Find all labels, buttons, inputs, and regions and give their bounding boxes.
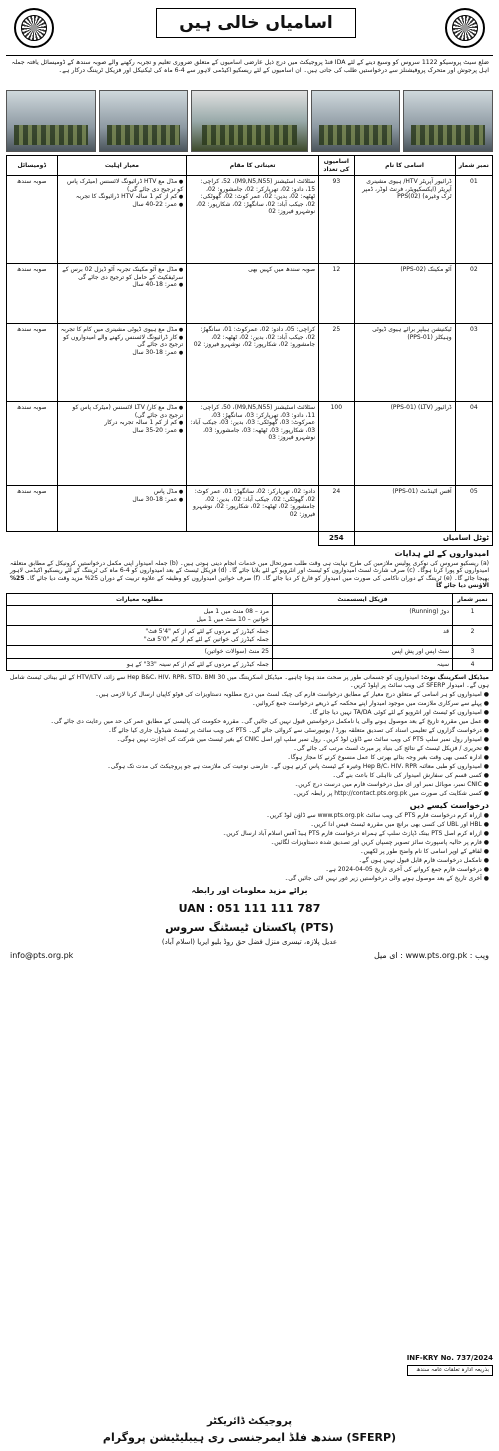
header — [6, 4, 493, 56]
rescue-team-bike-photo — [99, 90, 189, 152]
std-line: مرد – 08 منٹ میں 1 میل — [203, 608, 269, 616]
phys-no: 2 — [453, 626, 493, 646]
post-domicile: صوبہ سندھ — [7, 486, 58, 532]
instructions-body: (a) ریسکیو سروس کی نوکری پولیس ملازمین کی طرح نہایت ہی وقت طلب صورتحال میں خدمات انجام دینی ہوتی ہیں۔ (b) جملہ امیدوار اپنی مکمل درخواستیں کرونیکل کے مطابق متعلقہ امیدواروں کو پورا کرنا ہوگا۔ (c) صرف شارٹ لسٹ امیدواروں کو ٹیسٹ اور انٹرویو کے لئے بلایا جائے گا۔ (d) فزیکل ٹیسٹ کے بعد امیدواروں کو 4-6 ماہ کی ٹریننگ کے لئے ریسکیو اکیڈمی لاہور بھیجا جائے گا۔ (e) ٹریننگ کے دوران ناکامی کی صورت میں امیدوار کو فارغ کر دیا جائے گا۔ (f) صرف خواتین امیدواروں کو وظیفہ کے علاوہ تربیت کے دوران 25% مزید وقت دیا جائے گا۔ — [10, 559, 489, 582]
post-location: کراچی: 05، دادو: 02، عمرکوٹ: 01، سانگھڑ: 02، جیکب آباد: 02، بدین: 02، ٹھٹھہ: 02، جامشورو: 02، شکارپور: 02، نوشہرو فیروز: 02 — [187, 324, 319, 402]
phys-std — [7, 606, 273, 626]
phys-col-no: نمبر شمار — [453, 593, 493, 606]
std-line: جملہ کیڈرز کے مردوں کے لئے کم از کم "4'5 فٹ" — [145, 628, 269, 636]
total-count: 254 — [319, 532, 354, 546]
post-eligibility — [57, 486, 187, 532]
table-row — [7, 402, 493, 486]
table-row — [7, 658, 493, 671]
row-no: 03 — [455, 324, 492, 402]
eligibility-item: ● کم از کم 1 سالہ تجربہ درکار — [61, 419, 184, 427]
note-item: ● عمل میں مقررہ تاریخ کے بعد موصول ہونے والی یا نامکمل درخواستیں قبول نہیں کی جائیں گی۔ مقررہ حکومت کی پالیسی کے مطابق عمر کی حد میں رعایت دی جائے گی۔ — [50, 718, 489, 726]
note-item: ● کسی شکایت کی صورت میں http://contact.pts.org.pk پر رابطہ کریں۔ — [292, 790, 489, 798]
email-link[interactable]: info@pts.org.pk — [10, 950, 74, 960]
post-eligibility — [57, 264, 187, 324]
note-item: ● تحریری / فزیکل ٹیسٹ کے نتائج کی بنیاد پر میرٹ لسٹ مرتب کی جائے گی۔ — [293, 745, 489, 753]
row-no: 02 — [455, 264, 492, 324]
phys-std: جملہ کیڈرز کے مردوں کے لئے کم از کم سینہ "33" کے ہو — [7, 658, 273, 671]
post-eligibility — [57, 324, 187, 402]
row-no: 04 — [455, 402, 492, 486]
physical-assessment-table — [6, 593, 493, 672]
post-count: 12 — [319, 264, 354, 324]
organization-name: پاکستان ٹیسٹنگ سروس (PTS) — [165, 921, 334, 934]
phys-col-test: فزیکل ایسسمنٹ — [273, 593, 453, 606]
intro-paragraph: ضلع سیٹ پروسیکو 1122 سروس کو وسیع دینے کے لئے IDA فنڈ پروجیکٹ میں درج ذیل عارضی اسامیوں کے متعلق ضروری تعلیم و تجربہ رکھنے والے صوبہ سندھ کے ڈومیسائل یافتہ جملہ اہل پرجوش اور متحرک پروفیشنلز سے درخواستیں طلب کی جاتی ہیں۔ ان اسامیوں کے لئے ریسکیو اکیڈمی لاہور سے 4-6 ماہ کی ٹیکنیکل اور فزیکل ٹریننگ درکار ہے۔ — [11, 59, 489, 74]
col-header-eligibility: معیار اہلیت — [57, 156, 187, 176]
phys-no: 4 — [453, 658, 493, 671]
project-director: پروجیکٹ ڈائریکٹر — [206, 1415, 293, 1427]
contact-line — [6, 951, 493, 961]
post-count: 25 — [319, 324, 354, 402]
phys-col-std: مطلوبہ معیارات — [7, 593, 273, 606]
apply-steps — [6, 812, 493, 883]
rescue-vehicle-photo — [6, 90, 96, 152]
eligibility-item: ● مڈل مع ہیوی ڈیوٹی مشینری میں کام کا تجربہ — [61, 326, 184, 334]
phys-no: 1 — [453, 606, 493, 626]
website-link[interactable]: ویب : www.pts.org.pk : ای میل — [373, 950, 489, 960]
phys-test: سٹ اپس اور پش اپس — [273, 646, 453, 659]
post-domicile: صوبہ سندھ — [7, 176, 58, 264]
table-row — [7, 626, 493, 646]
rescue-squad-photo — [403, 90, 493, 152]
reference-code: INF-KRY No. 737/2024 — [406, 1354, 493, 1362]
vacancies-table — [6, 155, 493, 546]
col-header-domicile: ڈومیسائل — [7, 156, 58, 176]
post-count: 24 — [319, 486, 354, 532]
reference-box — [407, 1354, 493, 1376]
table-row — [7, 486, 493, 532]
eligibility-item: ● کار ڈرائیونگ لائسنس رکھنے والے امیدواروں کو ترجیح دی جائے گی — [61, 334, 184, 349]
phys-std: 25 منٹ (سوالات خواتین) — [7, 646, 273, 659]
note-item: ● کسی قسم کی سفارش امیدوار کی نااہلی کا باعث بنے گی۔ — [332, 772, 489, 780]
post-location: دادو: 02، تھرپارکر: 02، سانگھڑ: 01، عمر کوٹ: 02، گھوٹکی: 02، جیکب آباد: 02، بدین: 02، جامشورو: 02، ٹھٹھہ: 02، شکارپور: 02، نوشہرو فیروز: 02 — [187, 486, 319, 532]
more-info-label: برائے مزید معلومات اور رابطہ — [191, 886, 308, 896]
medical-text: امیدواروں کو جسمانی طور پر صحت مند ہونا چاہیے۔ میڈیکل اسکریننگ میں Hep B&C، HIV، RPR، STD، BMI 30 سے زائد، HTV/LTV کے لئے بینائی ٹیسٹ شامل ہوں گے۔ امیدوار SFERP کی ویب سائٹ پر اپلوڈ کریں۔ — [10, 674, 489, 689]
table-row — [7, 646, 493, 659]
total-row — [7, 532, 493, 546]
post-name: ٹیکنیشن ہیلپر برائے ہیوی ڈیوٹی وہیکلز (PPS-01) — [354, 324, 455, 402]
note-item: ● امیدواروں کو ہر اسامی کے متعلق درج معیار کے مطابق درخواست فارم کی چیک لسٹ میں درج مطلوبہ دستاویزات کی فوٹو کاپیاں ارسال کرنا لازمی ہیں۔ — [95, 691, 489, 699]
note-item: ● امیدواروں کو طبی معائنہ Hep B/C، HIV، RPR وغیرہ کے ٹیسٹ پاس کرنے ہوں گے۔ عارضی نوعیت کی ملازمت ہے جو پروجیکٹ کی مدت تک ہوگی۔ — [107, 763, 489, 771]
post-count: 100 — [319, 402, 354, 486]
medical-note — [6, 674, 493, 689]
table-row — [7, 324, 493, 402]
sindh-emblem-logo — [14, 8, 54, 48]
eligibility-item: ● مڈل مع آٹو مکینک تجربہ آٹو ڈیزل 02 برس کے سرٹیفکیٹ کے حامل کو ترجیح دی جائے گی — [61, 266, 184, 281]
post-domicile: صوبہ سندھ — [7, 402, 58, 486]
row-no: 05 — [455, 486, 492, 532]
col-header-post: اسامی کا نام — [354, 156, 455, 176]
post-count: 93 — [319, 176, 354, 264]
eligibility-item: ● عمر: 18-30 سال — [61, 349, 184, 357]
eligibility-item: ● مڈل پاس — [61, 488, 184, 496]
phys-std — [7, 626, 273, 646]
std-line: جملہ کیڈرز کی خواتین کے لئے کم از کم "0'5 فٹ" — [143, 635, 269, 643]
instructions-text — [6, 560, 493, 590]
post-domicile: صوبہ سندھ — [7, 264, 58, 324]
apply-step: ● HBL اور UBL کی کسی بھی برانچ میں مقررہ ٹیسٹ فیس ادا کریں۔ — [310, 820, 489, 828]
post-location: صوبہ سندھ میں کہیں بھی — [187, 264, 319, 324]
instructions-heading: امیدواروں کے لئے ہدایات — [394, 548, 489, 558]
note-item: ● پہلے سے سرکاری ملازمت میں موجود امیدوار اپنے محکمہ کے ذریعے درخواست جمع کروائیں۔ — [252, 700, 489, 708]
eligibility-item: ● عمر: 20-35 سال — [61, 427, 184, 435]
note-item: ● CNIC نمبر، موبائل نمبر اور ای میل درخواست فارم میں درست درج کریں۔ — [294, 781, 489, 789]
eligibility-item: ● عمر: 18-30 سال — [61, 496, 184, 504]
contact-block — [6, 886, 493, 946]
table-row — [7, 606, 493, 626]
col-header-count: اسامیوں کی تعداد — [319, 156, 354, 176]
medical-heading: میڈیکل اسکریننگ نوٹ: — [420, 674, 489, 682]
phys-test: سینہ — [273, 658, 453, 671]
rescue-parade-photo — [191, 90, 307, 152]
post-name: آفس اٹینڈنٹ (PPS-01) — [354, 486, 455, 532]
std-line: خواتین – 10 منٹ میں 1 میل — [196, 615, 269, 623]
post-location: سٹلائٹ اسٹیشنز (M9,N5,N55)، 52، کراچی: 15، دادو: 02، تھرپارکر: 02، جامشورو: 02، ٹھٹھہ: 02، بدین: 02، عمر کوٹ: 02، گھوٹکی: 02، جیکب آباد: 02، سانگھڑ: 02، شکارپور: 02، نوشہرو فیروز: 02 — [187, 176, 319, 264]
post-eligibility — [57, 176, 187, 264]
page-title: اسامیاں خالی ہیں — [156, 8, 356, 38]
apply-step: ● فارم پر حالیہ پاسپورٹ سائز تصویر چسپاں کریں اور تصدیق شدہ دستاویزات لگائیں۔ — [270, 838, 489, 846]
apply-step: ● درخواست فارم جمع کروانے کی آخری تاریخ 05-04-2024 ہے۔ — [325, 865, 489, 873]
table-row — [7, 264, 493, 324]
apply-heading: درخواست کیسے دیں — [409, 800, 489, 810]
photo-strip — [6, 90, 493, 152]
info-dept-stamp: بذریعہ ادارہ تعلقات عامہ سندھ — [407, 1365, 493, 1376]
footer — [0, 1416, 499, 1445]
row-no: 01 — [455, 176, 492, 264]
general-notes — [6, 691, 493, 798]
note-item: ● ادارہ کسی بھی وقت بغیر وجہ بتائے بھرتی کا عمل منسوخ کرنے کا مجاز ہوگا۔ — [287, 754, 489, 762]
post-location: سٹلائٹ اسٹیشنز (M9,N5,N55)، 50، کراچی: 11، دادو: 03، تھرپارکر: 03، سانگھڑ: 03، عمرکوٹ: 03، گھوٹکی: 03، بدین: 03، جیکب آباد: 03، شکارپور: 03، ٹھٹھہ: 03، جامشورو: 03، نوشہرو فیروز: 03 — [187, 402, 319, 486]
apply-step: ● آخری تاریخ کے بعد موصول ہونے والی درخواستیں زیر غور نہیں لائی جائیں گی۔ — [284, 874, 489, 882]
note-item: ● امیدواروں کو ٹیسٹ اور انٹرویو کے لئے کوئی TA/DA نہیں دیا جائے گا۔ — [309, 709, 489, 717]
program-name: سندھ فلڈ ایمرجنسی ری ہیبلیٹیشن پروگرام (SFERP) — [102, 1431, 397, 1445]
apply-step: ● نامکمل درخواست فارم قابل قبول نہیں ہوں گے۔ — [358, 856, 489, 864]
table-row — [7, 176, 493, 264]
organization-address: عدیل پلازہ، تیسری منزل فضل حق روڈ بلیو ایریا (اسلام آباد) — [161, 937, 338, 946]
eligibility-item: ● مڈل مع کار/ LTV لائسنس (میٹرک پاس کو ترجیح دی جائے گی) — [61, 404, 184, 419]
col-header-no: نمبر شمار — [455, 156, 492, 176]
post-eligibility — [57, 402, 187, 486]
uan-number: UAN : 051 111 111 787 — [178, 902, 321, 916]
apply-step: ● ازراہ کرم اصل PTS بینک ڈپازٹ سلپ کے ہمراہ درخواست فارم PTS ہیڈ آفس اسلام آباد ارسال کریں۔ — [222, 829, 489, 837]
phys-no: 3 — [453, 646, 493, 659]
note-item: ● امیدوار رول نمبر سلپ PTS کی ویب سائٹ سے ڈاؤن لوڈ کریں۔ رول نمبر سلپ اور اصل CNIC کے بغیر ٹیسٹ میں شرکت کی اجازت نہیں ہوگی۔ — [116, 736, 489, 744]
phys-test: قد — [273, 626, 453, 646]
post-name: ڈرائیور (LTV) (PPS-01) — [354, 402, 455, 486]
phys-test: دوڑ (Running) — [273, 606, 453, 626]
post-name: آٹو مکینک (PPS-02) — [354, 264, 455, 324]
post-name: ڈرائیور آپریٹر HTV/ ہیوی مشینری آپریٹر (ایکسکیویٹر، فرنٹ لوڈر، ڈمپر ٹرک وغیرہ) PPS(02) — [354, 176, 455, 264]
eligibility-item: ● کم از کم 1 سالہ HTV ڈرائیونگ کا تجربہ — [61, 193, 184, 201]
rescue-staff-photo — [311, 90, 401, 152]
note-item: ● درخواست گزاروں کے تعلیمی اسناد کی تصدیق متعلقہ بورڈ / یونیورسٹی سے کروائی جائے گی۔ PTS کی ویب سائٹ پر ٹیسٹ شیڈول جاری کیا جائے گا۔ — [108, 727, 489, 735]
eligibility-item: ● مڈل مع HTV ڈرائیونگ لائسنس (میٹرک پاس کو ترجیح دی جائے گی) — [61, 178, 184, 193]
eligibility-item: ● عمر: 18-40 سال — [61, 281, 184, 289]
eligibility-item: ● عمر: 22-40 سال — [61, 201, 184, 209]
apply-step: ● ازراہ کرم درخواست فارم PTS کی ویب سائٹ www.pts.org.pk سے ڈاؤن لوڈ کریں۔ — [266, 811, 489, 819]
col-header-location: تعیناتی کا مقام — [187, 156, 319, 176]
total-label: ٹوٹل اسامیاں — [354, 532, 492, 546]
post-domicile: صوبہ سندھ — [7, 324, 58, 402]
apply-step: ● لفافے کے اوپر اسامی کا نام واضح طور پر لکھیں۔ — [359, 847, 489, 855]
allowance-highlight: 25% الاؤنس دیا جائے گا — [10, 574, 489, 590]
government-seal-logo — [445, 8, 485, 48]
